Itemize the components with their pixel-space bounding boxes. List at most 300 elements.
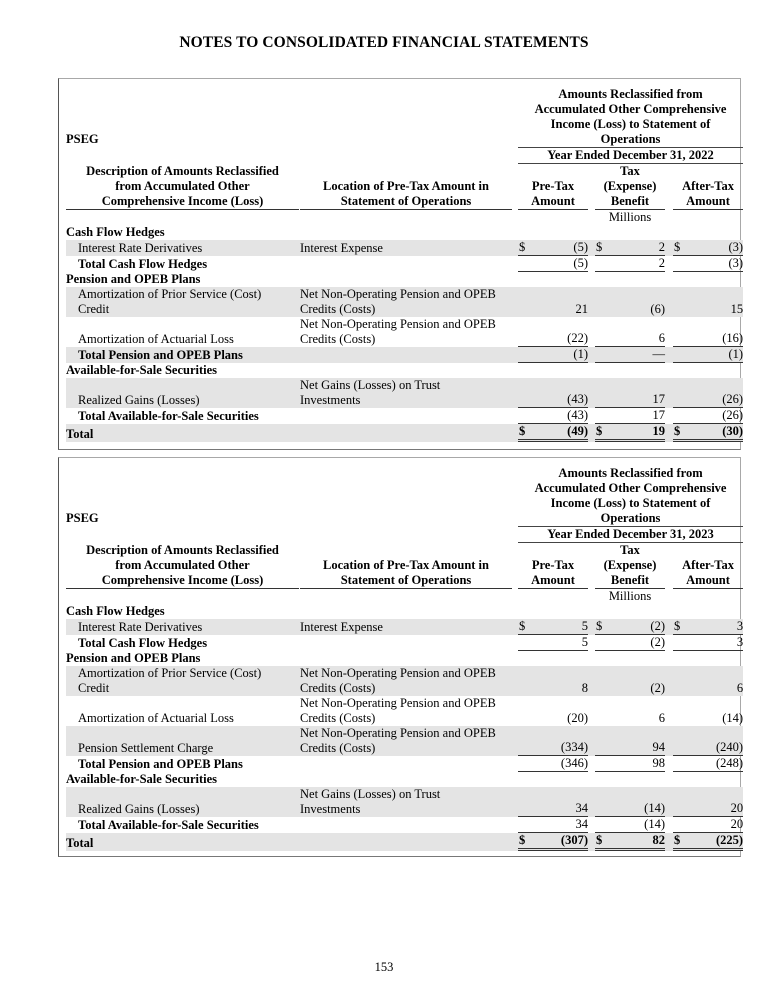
spacer	[588, 378, 595, 408]
units-label: Millions	[608, 589, 652, 603]
subtotal-row	[66, 408, 743, 424]
location-line: Credits (Costs)	[300, 302, 376, 316]
after-tax-value	[673, 696, 743, 726]
pre-tax-value	[518, 378, 588, 408]
amount: (30)	[722, 424, 744, 438]
pre-tax-value	[518, 635, 588, 651]
location-cell	[300, 726, 512, 756]
currency-symbol: $	[596, 833, 603, 847]
amount: (346)	[560, 756, 588, 770]
row-label-line	[78, 787, 299, 802]
spacer	[665, 363, 673, 378]
col-header-description: Description of Amounts Reclassified	[86, 543, 279, 557]
spacer	[673, 604, 743, 619]
spacer	[665, 272, 673, 287]
row-label	[66, 287, 299, 317]
period-header: Year Ended December 31, 2022	[518, 147, 743, 163]
currency-symbol: $	[519, 240, 526, 254]
amount: (225)	[715, 833, 744, 847]
col-header-description: from Accumulated Other	[115, 179, 250, 193]
spacer	[588, 363, 595, 378]
table-row	[66, 619, 743, 635]
spacer	[665, 225, 673, 240]
pre-tax-value	[518, 696, 588, 726]
tax-value	[595, 317, 665, 347]
pre-tax-value	[518, 756, 588, 772]
amount: 98	[652, 756, 665, 770]
row-label	[66, 317, 299, 347]
amount: (3)	[728, 240, 744, 254]
currency-symbol: $	[674, 833, 681, 847]
pre-tax-value	[518, 833, 588, 851]
location-cell	[300, 696, 512, 726]
row-label-line: Total Available-for-Sale Securities	[78, 409, 259, 423]
spacer	[673, 225, 743, 240]
amount: (43)	[567, 408, 588, 422]
grand-total-row	[66, 833, 743, 851]
grand-total-row	[66, 424, 743, 442]
row-label	[66, 635, 299, 651]
amount: (2)	[650, 635, 665, 649]
row-label	[66, 256, 299, 272]
spacer	[588, 347, 595, 363]
spacer	[588, 817, 595, 833]
col-header-location: Statement of Operations	[300, 194, 512, 210]
table-body	[66, 604, 743, 851]
spacer	[665, 666, 673, 696]
spacer	[665, 347, 673, 363]
row-label	[66, 787, 299, 817]
amount: (5)	[573, 240, 588, 254]
row-label	[66, 619, 299, 635]
location-line: Credits (Costs)	[300, 332, 376, 346]
row-label-line: Interest Rate Derivatives	[78, 620, 203, 634]
col-header-description: Comprehensive Income (Loss)	[66, 194, 299, 210]
currency-symbol: $	[596, 424, 603, 438]
tax-value	[595, 756, 665, 772]
table-row	[66, 317, 743, 347]
spacer	[665, 378, 673, 408]
spacer	[665, 240, 673, 256]
col-header-tax: Benefit	[595, 194, 665, 210]
currency-symbol: $	[674, 240, 681, 254]
currency-symbol: $	[596, 619, 603, 633]
group-header-line: Accumulated Other Comprehensive	[534, 481, 727, 495]
spacer	[665, 424, 673, 442]
subtotal-row	[66, 635, 743, 651]
row-label	[66, 726, 299, 756]
section-row	[66, 272, 743, 287]
col-header-tax: (Expense)	[603, 558, 657, 572]
tax-value	[595, 619, 665, 635]
group-header-line: Income (Loss) to Statement of	[550, 496, 711, 510]
pre-tax-value	[518, 787, 588, 817]
row-label	[66, 696, 299, 726]
financial-table	[66, 466, 743, 851]
section-label: Cash Flow Hedges	[66, 604, 165, 618]
amount: (22)	[567, 331, 588, 345]
amount: 20	[730, 801, 744, 815]
pre-tax-value	[518, 256, 588, 272]
amount: (248)	[715, 756, 744, 770]
amount: (49)	[567, 424, 588, 438]
col-header-after-tax: After-Tax	[682, 179, 734, 193]
spacer	[665, 696, 673, 726]
row-label	[66, 240, 299, 256]
amount: 20	[730, 817, 744, 831]
location-cell	[300, 787, 512, 817]
spacer	[518, 772, 588, 787]
spacer	[665, 256, 673, 272]
spacer	[588, 225, 595, 240]
section-row	[66, 772, 743, 787]
spacer	[518, 225, 588, 240]
row-label	[66, 408, 299, 424]
spacer	[588, 619, 595, 635]
after-tax-value	[673, 317, 743, 347]
location-line: Net Non-Operating Pension and OPEB	[300, 696, 496, 710]
amount: (20)	[567, 711, 588, 725]
amount: 15	[730, 302, 744, 316]
location-cell	[300, 256, 512, 272]
row-label-line: Realized Gains (Losses)	[78, 802, 200, 816]
period-header: Year Ended December 31, 2023	[518, 526, 743, 542]
col-header-pre-tax: Amount	[518, 573, 588, 589]
pre-tax-value	[518, 287, 588, 317]
col-header-tax: (Expense)	[603, 179, 657, 193]
tax-value	[595, 635, 665, 651]
section-row	[66, 363, 743, 378]
section-row	[66, 651, 743, 666]
row-label-line: Total Pension and OPEB Plans	[78, 757, 243, 771]
location-cell	[300, 408, 512, 424]
location-cell	[300, 833, 512, 851]
row-label	[66, 666, 299, 696]
table-header	[66, 466, 743, 604]
after-tax-value	[673, 424, 743, 442]
row-label-line: Realized Gains (Losses)	[78, 393, 200, 407]
pre-tax-value	[518, 347, 588, 363]
tax-value	[595, 696, 665, 726]
spacer	[595, 604, 665, 619]
location-line: Net Non-Operating Pension and OPEB	[300, 666, 496, 680]
spacer	[665, 772, 673, 787]
location-cell	[300, 347, 512, 363]
tax-value	[595, 666, 665, 696]
tax-value	[595, 378, 665, 408]
col-header-tax: Tax	[595, 163, 665, 179]
after-tax-value	[673, 756, 743, 772]
amount: (2)	[650, 681, 665, 695]
spacer	[673, 272, 743, 287]
amount: (26)	[722, 392, 744, 406]
location-cell	[300, 378, 512, 408]
pre-tax-value	[518, 817, 588, 833]
amount: 34	[575, 801, 588, 815]
location-line: Net Non-Operating Pension and OPEB	[300, 287, 496, 301]
spacer	[665, 287, 673, 317]
location-cell	[300, 287, 512, 317]
spacer	[665, 317, 673, 347]
spacer	[673, 651, 743, 666]
col-header-location: Location of Pre-Tax Amount in	[323, 179, 489, 193]
spacer	[595, 651, 665, 666]
after-tax-value	[673, 635, 743, 651]
row-label	[66, 424, 299, 442]
location-cell	[300, 666, 512, 696]
tax-value	[595, 287, 665, 317]
col-header-description: Description of Amounts Reclassified	[86, 164, 279, 178]
amount: 2	[658, 256, 665, 270]
amount: (14)	[644, 801, 665, 815]
amount: 19	[652, 424, 665, 438]
row-label-line: Pension Settlement Charge	[78, 741, 214, 755]
section-label: Available-for-Sale Securities	[66, 363, 218, 377]
row-label-line: Total	[66, 836, 94, 850]
tax-value	[595, 787, 665, 817]
spacer	[588, 833, 595, 851]
location-line: Credits (Costs)	[300, 681, 376, 695]
col-header-pre-tax: Amount	[518, 194, 588, 210]
spacer	[665, 651, 673, 666]
col-header-after-tax: Amount	[673, 194, 743, 210]
group-header-line: Amounts Reclassified from	[558, 466, 703, 480]
tax-value	[595, 833, 665, 851]
spacer	[588, 726, 595, 756]
table-row	[66, 666, 743, 696]
table-header	[66, 87, 743, 225]
spacer	[595, 363, 665, 378]
spacer	[665, 619, 673, 635]
col-header-description: from Accumulated Other	[115, 558, 250, 572]
currency-symbol: $	[596, 240, 603, 254]
pre-tax-value	[518, 240, 588, 256]
group-header-line: Operations	[600, 511, 661, 525]
amount: (26)	[722, 408, 744, 422]
pre-tax-value	[518, 726, 588, 756]
spacer	[588, 756, 595, 772]
amount: (334)	[560, 740, 588, 754]
amount: (1)	[573, 347, 588, 361]
after-tax-value	[673, 787, 743, 817]
row-label-line: Total Available-for-Sale Securities	[78, 818, 259, 832]
spacer	[595, 772, 665, 787]
amount: —	[652, 347, 665, 361]
spacer	[588, 696, 595, 726]
location-line: Credits (Costs)	[300, 741, 376, 755]
after-tax-value	[673, 833, 743, 851]
spacer	[588, 635, 595, 651]
location-line: Interest Expense	[300, 241, 383, 255]
spacer	[665, 817, 673, 833]
row-label-line: Total Cash Flow Hedges	[78, 636, 208, 650]
section-label: Cash Flow Hedges	[66, 225, 165, 239]
tax-value	[595, 347, 665, 363]
tax-value	[595, 256, 665, 272]
spacer	[588, 772, 595, 787]
row-label	[66, 378, 299, 408]
row-label-line: Amortization of Prior Service (Cost)	[78, 287, 262, 301]
location-cell	[300, 756, 512, 772]
amount: (240)	[715, 740, 744, 754]
row-label-line: Total	[66, 427, 94, 441]
spacer	[518, 363, 588, 378]
amount: (14)	[722, 711, 744, 725]
spacer	[665, 408, 673, 424]
row-label-line: Total Cash Flow Hedges	[78, 257, 208, 271]
entity-label: PSEG	[66, 132, 99, 146]
amount: (43)	[567, 392, 588, 406]
spacer	[588, 787, 595, 817]
table-row	[66, 726, 743, 756]
amount: 3	[736, 635, 744, 649]
amount: 6	[736, 681, 744, 695]
group-header-line: Amounts Reclassified from	[558, 87, 703, 101]
pre-tax-value	[518, 424, 588, 442]
spacer	[588, 424, 595, 442]
amount: 17	[652, 392, 665, 406]
group-header-line: Operations	[600, 132, 661, 146]
spacer	[588, 240, 595, 256]
spacer	[588, 317, 595, 347]
col-header-tax: Benefit	[595, 573, 665, 589]
amount: 6	[658, 331, 665, 345]
entity-label: PSEG	[66, 511, 99, 525]
spacer	[588, 256, 595, 272]
amount: 17	[652, 408, 665, 422]
page-title: NOTES TO CONSOLIDATED FINANCIAL STATEMENTS	[179, 34, 589, 51]
section-row	[66, 604, 743, 619]
after-tax-value	[673, 666, 743, 696]
row-label	[66, 756, 299, 772]
section-label: Pension and OPEB Plans	[66, 651, 201, 665]
spacer	[588, 287, 595, 317]
spacer	[665, 756, 673, 772]
col-header-after-tax: After-Tax	[682, 558, 734, 572]
spacer	[518, 604, 588, 619]
location-line: Investments	[300, 802, 361, 816]
location-line: Interest Expense	[300, 620, 383, 634]
tax-value	[595, 240, 665, 256]
after-tax-value	[673, 378, 743, 408]
spacer	[588, 272, 595, 287]
spacer	[665, 787, 673, 817]
col-header-after-tax: Amount	[673, 573, 743, 589]
after-tax-value	[673, 726, 743, 756]
row-label-line: Total Pension and OPEB Plans	[78, 348, 243, 362]
after-tax-value	[673, 287, 743, 317]
after-tax-value	[673, 240, 743, 256]
col-header-location: Statement of Operations	[300, 573, 512, 589]
amount: (6)	[650, 302, 665, 316]
group-header-line: Income (Loss) to Statement of	[550, 117, 711, 131]
tax-value	[595, 817, 665, 833]
currency-symbol: $	[674, 619, 681, 633]
row-label-line	[78, 696, 299, 711]
tax-value	[595, 408, 665, 424]
after-tax-value	[673, 408, 743, 424]
amount: 2	[658, 240, 665, 254]
location-line: Investments	[300, 393, 361, 407]
row-label-line: Amortization of Actuarial Loss	[78, 711, 234, 725]
pre-tax-value	[518, 317, 588, 347]
pre-tax-value	[518, 408, 588, 424]
row-label-line	[78, 378, 299, 393]
row-label	[66, 817, 299, 833]
tax-value	[595, 726, 665, 756]
location-cell	[300, 424, 512, 442]
spacer	[665, 604, 673, 619]
currency-symbol: $	[674, 424, 681, 438]
col-header-pre-tax: Pre-Tax	[531, 558, 575, 572]
location-line: Net Gains (Losses) on Trust	[300, 787, 441, 801]
row-label-line: Amortization of Prior Service (Cost)	[78, 666, 262, 680]
page-number: 153	[374, 960, 394, 974]
amount: 8	[581, 681, 588, 695]
table-row	[66, 287, 743, 317]
table-row	[66, 240, 743, 256]
location-cell	[300, 619, 512, 635]
table-body	[66, 225, 743, 442]
spacer	[665, 635, 673, 651]
col-header-location: Location of Pre-Tax Amount in	[323, 558, 489, 572]
row-label-line: Amortization of Actuarial Loss	[78, 332, 234, 346]
location-cell	[300, 635, 512, 651]
tax-value	[595, 424, 665, 442]
table-row	[66, 787, 743, 817]
financial-table	[66, 87, 743, 442]
location-line: Credits (Costs)	[300, 711, 376, 725]
location-line: Net Gains (Losses) on Trust	[300, 378, 441, 392]
table-row	[66, 378, 743, 408]
currency-symbol: $	[519, 424, 526, 438]
col-header-tax: Tax	[595, 542, 665, 558]
group-header-line: Accumulated Other Comprehensive	[534, 102, 727, 116]
row-label	[66, 833, 299, 851]
reclassification-table-2022	[58, 78, 744, 450]
spacer	[518, 651, 588, 666]
amount: 5	[581, 635, 588, 649]
row-label-line	[78, 317, 299, 332]
subtotal-row	[66, 756, 743, 772]
amount: (1)	[728, 347, 744, 361]
pre-tax-value	[518, 666, 588, 696]
spacer	[673, 772, 743, 787]
location-cell	[300, 240, 512, 256]
amount: 34	[575, 817, 588, 831]
spacer	[588, 604, 595, 619]
row-label-line: Interest Rate Derivatives	[78, 241, 203, 255]
spacer	[673, 363, 743, 378]
amount: 5	[581, 619, 588, 633]
amount: (307)	[560, 833, 588, 847]
amount: 82	[652, 833, 665, 847]
section-label: Pension and OPEB Plans	[66, 272, 201, 286]
spacer	[588, 651, 595, 666]
subtotal-row	[66, 347, 743, 363]
after-tax-value	[673, 619, 743, 635]
amount: 21	[575, 302, 588, 316]
currency-symbol: $	[519, 619, 526, 633]
row-label-line: Credit	[78, 681, 110, 695]
table-row	[66, 696, 743, 726]
amount: 6	[658, 711, 665, 725]
spacer	[518, 272, 588, 287]
amount: 94	[652, 740, 665, 754]
spacer	[665, 833, 673, 851]
after-tax-value	[673, 347, 743, 363]
amount: (16)	[722, 331, 744, 345]
